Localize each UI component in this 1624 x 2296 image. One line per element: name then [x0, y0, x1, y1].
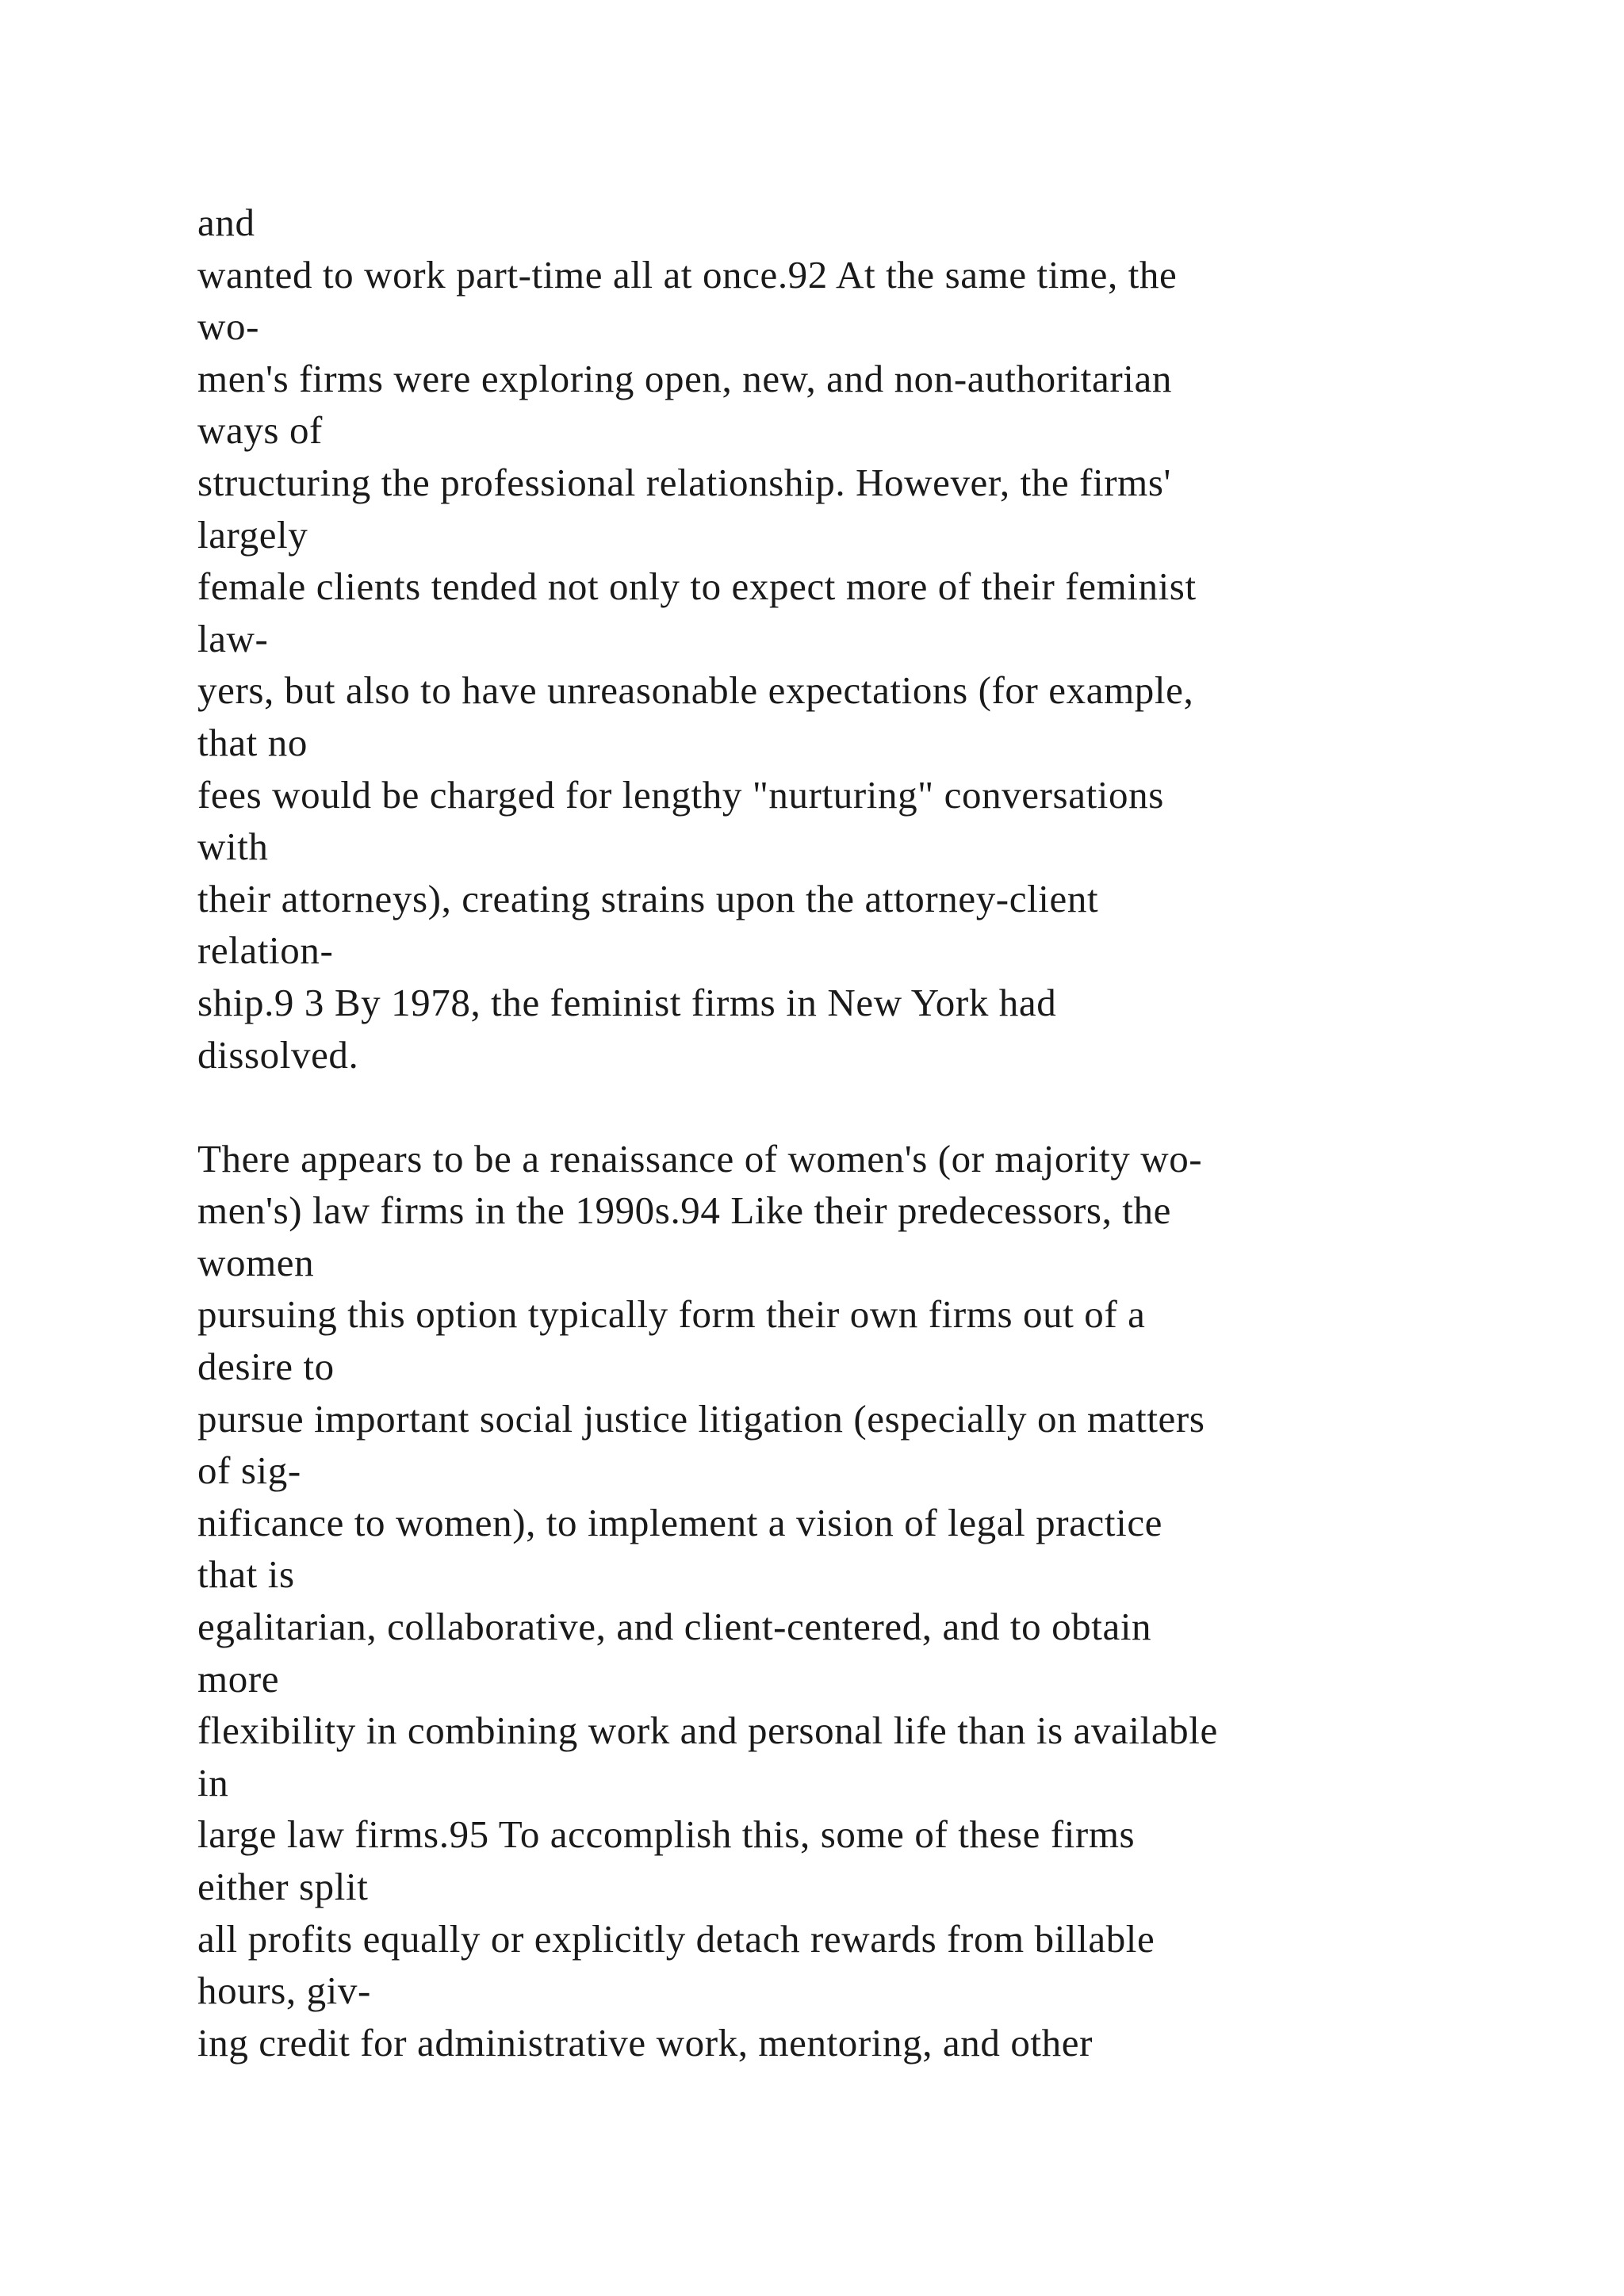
text-line: and	[197, 201, 255, 244]
text-line: wanted to work part-time all at once.92 At the same time, the	[197, 252, 1178, 297]
text-line: ship.9 3 By 1978, the feminist firms in New York had	[197, 980, 1057, 1024]
text-line: desire to	[197, 1345, 335, 1389]
text-line: hours, giv-	[197, 1969, 371, 2013]
text-line: There appears to be a renaissance of women's (or majority wo-	[197, 1136, 1203, 1181]
text-line: nificance to women), to implement a vision of legal practice	[197, 1500, 1163, 1544]
text-line: that is	[197, 1552, 295, 1597]
paragraph-2	[197, 1133, 1545, 2069]
text-line: all profits equally or explicitly detach rewards from billable	[197, 1916, 1155, 1961]
document-body	[197, 197, 1545, 2068]
text-line: largely	[197, 512, 308, 557]
text-line: pursue important social justice litigation (especially on matters	[197, 1396, 1205, 1441]
text-line: their attorneys), creating strains upon the attorney-client	[197, 876, 1099, 920]
text-line: structuring the professional relationship. However, the firms'	[197, 460, 1171, 504]
text-line: law-	[197, 616, 269, 660]
text-line: large law firms.95 To accomplish this, some of these firms	[197, 1812, 1136, 1857]
text-line: ing credit for administrative work, mentoring, and other	[197, 2020, 1093, 2064]
text-line: egalitarian, collaborative, and client-centered, and to obtain	[197, 1605, 1152, 1649]
text-line: yers, but also to have unreasonable expectations (for example,	[197, 668, 1194, 713]
text-line: men's) law firms in the 1990s.94 Like their predecessors, the	[197, 1188, 1171, 1233]
text-line: dissolved.	[197, 1032, 359, 1077]
paragraph-1	[197, 197, 1545, 1081]
text-line: women	[197, 1240, 315, 1284]
text-line: more	[197, 1656, 280, 1701]
text-line: either split	[197, 1865, 369, 1908]
text-line: wo-	[197, 304, 260, 349]
text-line: relation-	[197, 928, 334, 973]
text-line: fees would be charged for lengthy "nurturing" conversations	[197, 772, 1164, 817]
text-line: with	[197, 825, 269, 869]
text-line: in	[197, 1760, 229, 1804]
text-line: ways of	[197, 408, 323, 453]
text-line: pursuing this option typically form their own firms out of a	[197, 1292, 1146, 1337]
text-line: of sig-	[197, 1448, 301, 1493]
text-line: flexibility in combining work and personal life than is available	[197, 1709, 1218, 1753]
text-line: female clients tended not only to expect more of their feminist	[197, 564, 1197, 609]
text-line: men's firms were exploring open, new, and non-authoritarian	[197, 356, 1172, 400]
text-line: that no	[197, 720, 308, 764]
